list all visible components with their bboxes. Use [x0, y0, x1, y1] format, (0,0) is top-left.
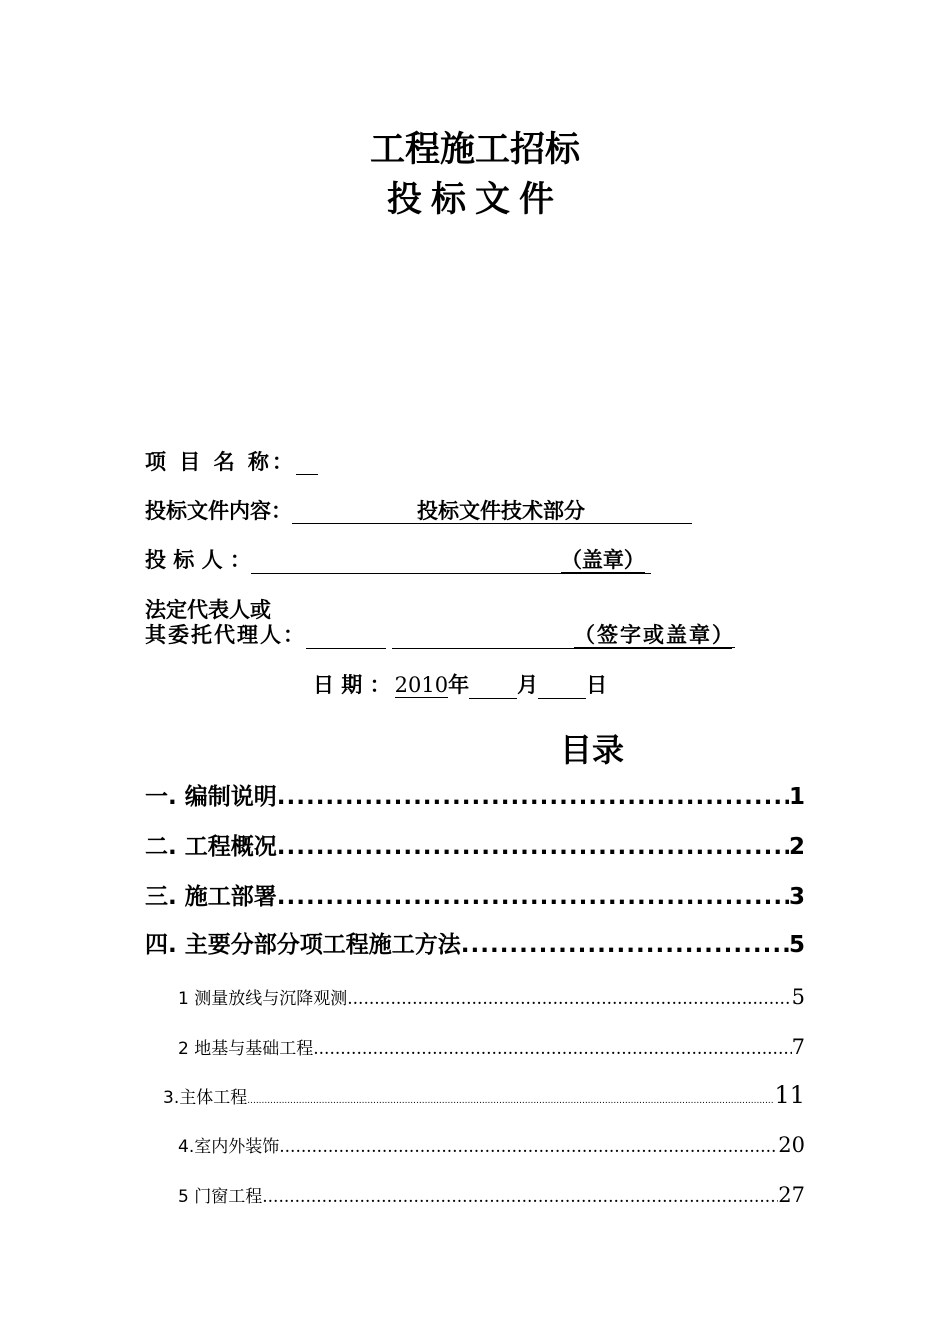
- toc-leader: [279, 1134, 778, 1160]
- toc-subentry[interactable]: [163, 1082, 805, 1114]
- toc-leader: [461, 930, 789, 960]
- toc-leader: [347, 986, 791, 1012]
- date-year: 2010: [394, 673, 449, 697]
- content-value: 投标文件技术部分: [417, 499, 585, 523]
- toc-entry-page: 2: [788, 834, 805, 860]
- toc-entry-page: 27: [778, 1183, 805, 1207]
- toc-entry-page: 1: [788, 784, 805, 810]
- date-day-blank: [538, 676, 586, 699]
- toc-leader: [262, 1184, 778, 1210]
- rep-label-line1: 法定代表人或: [145, 598, 271, 622]
- document-title: 工程施工招标: [369, 130, 580, 170]
- toc-entry-label: 3.主体工程: [163, 1088, 248, 1108]
- toc-entry[interactable]: [145, 930, 805, 960]
- toc-entry-label: 2 地基与基础工程: [178, 1039, 314, 1059]
- toc-entry[interactable]: [145, 782, 805, 812]
- toc-entry-label: 四. 主要分部分项工程施工方法: [145, 932, 461, 958]
- toc-entry-page: 7: [791, 1035, 805, 1059]
- toc-entry-page: 20: [778, 1133, 805, 1157]
- date-label: 日 期 ：: [313, 673, 391, 697]
- toc-entry-page: 3: [788, 884, 805, 910]
- toc-subentry[interactable]: [178, 1182, 805, 1210]
- toc-leader: [313, 1036, 791, 1062]
- toc-entry-label: 1 测量放线与沉降观测: [178, 989, 348, 1009]
- content-field: [145, 498, 692, 524]
- bidder-field: [145, 547, 645, 574]
- bidder-label: 投 标 人 ：: [145, 548, 251, 572]
- toc-entry-label: 二. 工程概况: [145, 834, 277, 860]
- toc-leader: [277, 782, 789, 812]
- date-field: [313, 672, 607, 699]
- rep-note: （签字或盖章）: [574, 623, 735, 647]
- toc-leader: [277, 832, 789, 862]
- toc-entry-page: 11: [774, 1081, 805, 1109]
- toc-leader: [247, 1088, 774, 1114]
- toc-entry[interactable]: [145, 832, 805, 862]
- toc-subentry[interactable]: [178, 1132, 805, 1160]
- content-label: 投标文件内容：: [145, 499, 292, 523]
- toc-entry-label: 一. 编制说明: [145, 784, 277, 810]
- toc-entry[interactable]: [145, 882, 805, 912]
- toc-subentry[interactable]: [178, 984, 805, 1012]
- rep-blank-1: [306, 626, 386, 649]
- toc-entry-label: 5 门窗工程: [178, 1187, 263, 1207]
- toc-title: 目录: [560, 731, 625, 769]
- content-blank: [292, 501, 692, 524]
- toc-entry-label: 4.室内外装饰: [178, 1137, 280, 1157]
- date-year-unit: 年: [448, 673, 470, 697]
- project-name-label: 项 目 名 称：: [145, 450, 296, 474]
- date-month-blank: [469, 676, 517, 699]
- date-month-unit: 月: [517, 673, 539, 697]
- date-day-unit: 日: [586, 673, 608, 697]
- toc-entry-label: 三. 施工部署: [145, 884, 277, 910]
- toc-entry-page: 5: [788, 932, 805, 958]
- toc-leader: [277, 882, 789, 912]
- toc-entry-page: 5: [791, 985, 805, 1009]
- project-name-blank: [296, 452, 318, 475]
- document-subtitle: 投标文件: [386, 180, 563, 220]
- rep-field: [145, 622, 735, 649]
- bidder-note: （盖章）: [560, 548, 645, 572]
- rep-label: 其委托代理人：: [145, 623, 306, 647]
- project-name-field: [145, 449, 318, 475]
- toc-subentry[interactable]: [178, 1034, 805, 1062]
